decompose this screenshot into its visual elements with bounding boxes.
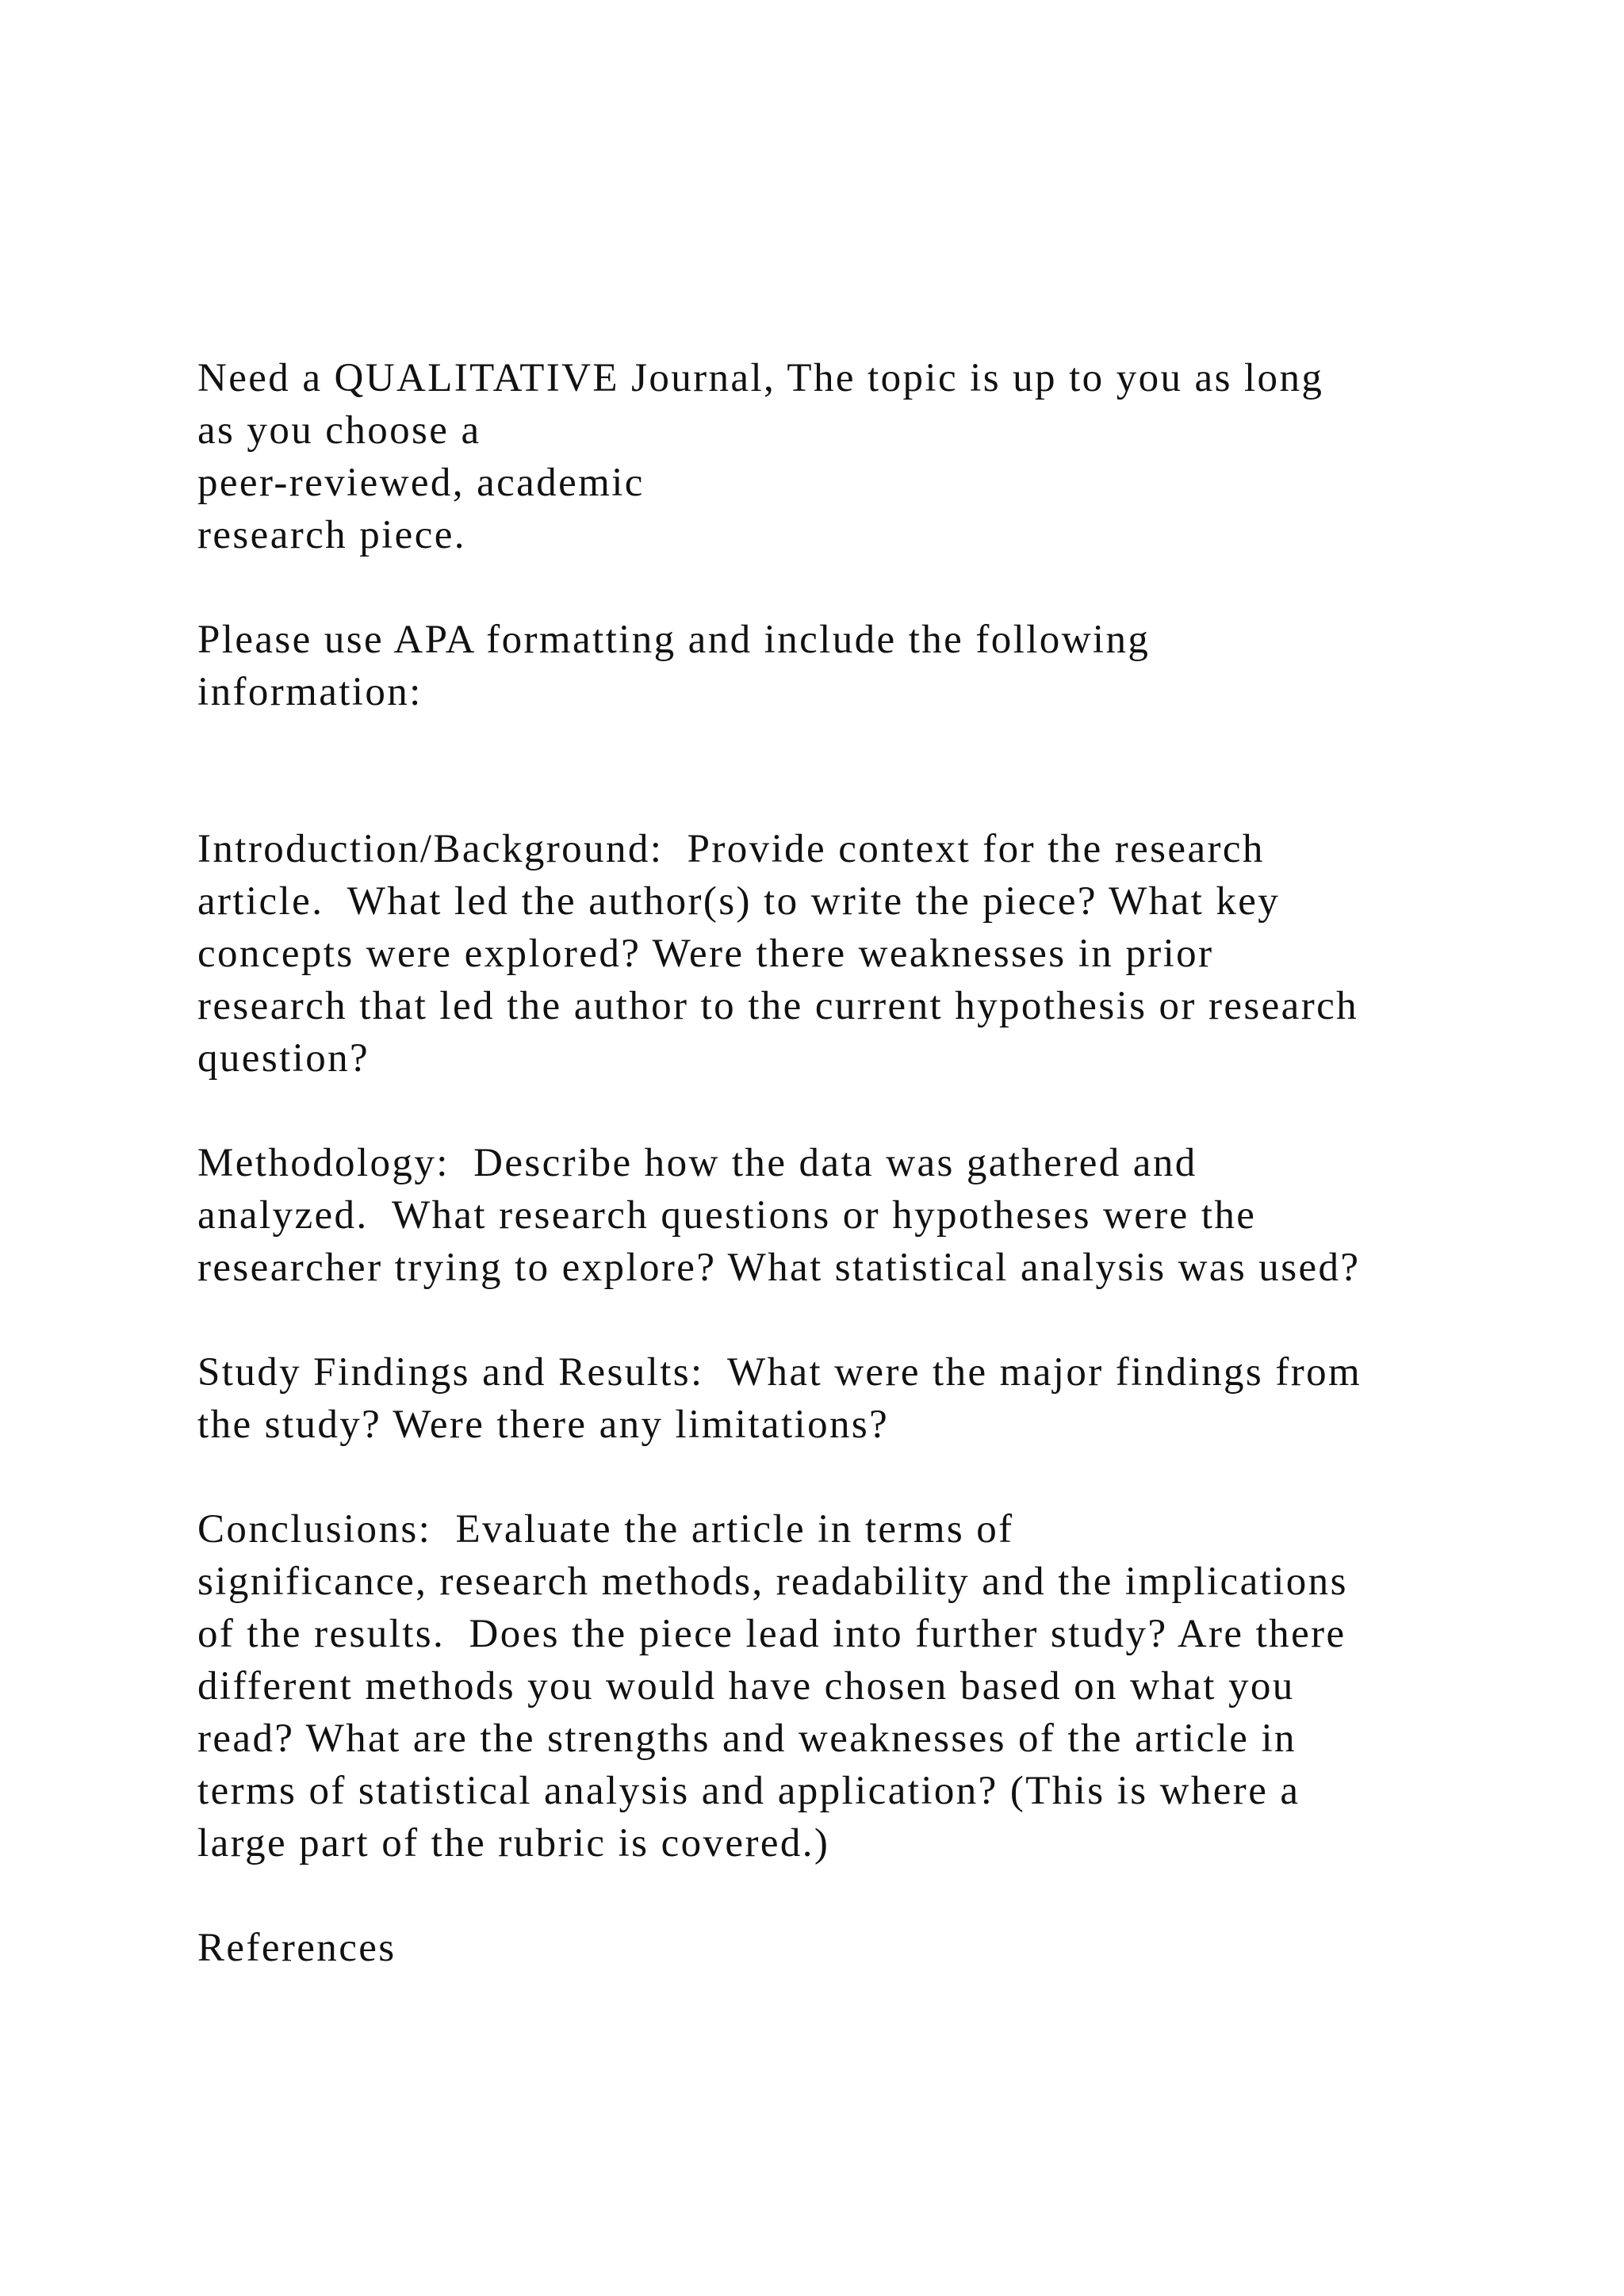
- text-line: of the results. Does the piece lead into further study? Are there: [197, 1612, 1346, 1656]
- blank-line: [197, 1085, 1561, 1137]
- text-line: article. What led the author(s) to write the piece? What key: [197, 879, 1281, 924]
- text-line: read? What are the strengths and weaknesses of the article in: [197, 1716, 1297, 1761]
- text-line: concepts were explored? Were there weaknesses in prior: [197, 932, 1214, 976]
- text-line: significance, research methods, readability and the implications: [197, 1559, 1348, 1604]
- text-line: terms of statistical analysis and application? (This is where a: [197, 1769, 1300, 1813]
- text-line: Introduction/Background: Provide context for the research: [197, 827, 1265, 871]
- text-line: Methodology: Describe how the data was gathered and: [197, 1141, 1197, 1185]
- text-line: Need a QUALITATIVE Journal, The topic is up to you as long: [197, 356, 1324, 400]
- text-line: research that led the author to the current hypothesis or research: [197, 984, 1359, 1028]
- text-line: Please use APA formatting and include the following: [197, 618, 1151, 662]
- text-line: different methods you would have chosen based on what you: [197, 1664, 1295, 1709]
- text-line: Conclusions: Evaluate the article in terms of: [197, 1507, 1014, 1552]
- text-line: Study Findings and Results: What were the major findings from: [197, 1350, 1362, 1395]
- references-heading: References: [197, 1926, 396, 1970]
- blank-line: [197, 771, 1561, 823]
- text-line: the study? Were there any limitations?: [197, 1402, 890, 1447]
- blank-line: [197, 1869, 1561, 1922]
- text-line: analyzed. What research questions or hypotheses were the: [197, 1193, 1257, 1238]
- blank-line: [197, 1451, 1561, 1503]
- text-line: information:: [197, 670, 423, 714]
- text-line: researcher trying to explore? What statistical analysis was used?: [197, 1246, 1361, 1290]
- blank-line: [197, 718, 1561, 771]
- blank-line: [197, 1294, 1561, 1346]
- document-body: [197, 352, 1561, 1974]
- blank-line: [197, 561, 1561, 614]
- text-line: question?: [197, 1036, 370, 1081]
- text-line: peer-reviewed, academic: [197, 461, 645, 505]
- text-line: large part of the rubric is covered.): [197, 1821, 830, 1866]
- text-line: research piece.: [197, 513, 466, 557]
- text-line: as you choose a: [197, 408, 481, 453]
